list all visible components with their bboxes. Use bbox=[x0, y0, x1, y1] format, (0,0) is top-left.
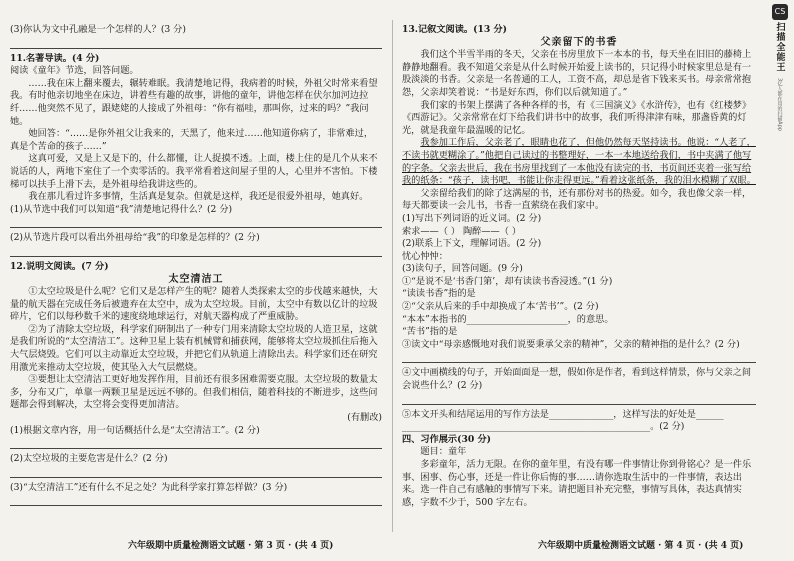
q13-question-3-part-e: ⑤本文开头和结尾运用的写作方法是______________，这样写法的好处是______ bbox=[402, 408, 724, 420]
scanner-watermark bbox=[770, 4, 790, 135]
q13-question-3-part-a-blank: “读读书香”指的是 bbox=[402, 288, 476, 300]
q12-source-note: (有删改) bbox=[347, 412, 382, 424]
answer-line bbox=[10, 468, 382, 478]
q13-question-3-part-e-cont: ______________________________________________________。(2 分) bbox=[402, 421, 685, 433]
watermark-subtext: 3亿人都在用的扫描App bbox=[776, 78, 783, 131]
q13-passage-para-1: 我们这个半雪半雨的冬天，父亲在书房里放下一本本的书，每天坐在旧旧的藤椅上静静地翻看。我不知道父亲是从什么时候开始爱上读书的，只记得小时候家里总是有一股淡淡的书香。父亲是一名普通的工人，工资不高，却总是省下钱来买书。母亲常常抱怨，父亲却笑着说：“书是好东西，你们以后就知道了。” bbox=[402, 49, 752, 98]
q11-passage-para-3: 这真可爱，又是上又是下的，什么都懂，让人捉摸不透。上面，楼上住的是几个从来不说话的人，两地下室住了一个卖零活的。我平常看着这间屋子里的人，心里并不害怕。下楼梯可以扶手上滑下去，是外祖母给我讲这些的。 bbox=[10, 153, 378, 190]
q11-intro: 阅读《童年》节选，回答问题。 bbox=[10, 65, 139, 77]
q13-question-3: (3)读句子，回答问题。(9 分) bbox=[402, 263, 523, 275]
q11-passage-para-1: ……我在床上翻来覆去，辗转难眠。我清楚地记得，我病着的时候，外祖父时常来看望我。有时他亲切地坐在床边，讲着些有趣的故事，讲他的童年，讲他怎样在伏尔加河边拉纤……他突然不见了，跟姥姥的人接成了外祖母：“你有福哇，那叫你，过来的吗？”我问她。 bbox=[10, 77, 378, 127]
q13-question-1-blanks: 索求——（ ） 陶醉——（ ） bbox=[402, 225, 522, 237]
q12-question-1: (1)根据文章内容，用一句话概括什么是“太空清洁工”。(2 分) bbox=[10, 424, 260, 436]
q12-heading: 12.说明文阅读。(7 分) bbox=[10, 260, 109, 272]
answer-line bbox=[10, 496, 382, 506]
watermark-text: 扫描全能王 bbox=[774, 22, 785, 72]
q13-question-1: (1)写出下列词语的近义词。(2 分) bbox=[402, 212, 542, 224]
q13-question-3-part-c: ③读文中“母亲感慨地对我们说要秉承父亲的精神”，父亲的精神指的是什么？(2 分) bbox=[402, 338, 740, 350]
q13-question-3-part-a: ①“是说不是‘书香门第’，却有读读书香浸透。”(1 分) bbox=[402, 275, 613, 287]
q13-question-3-part-d: ④文中画横线的句子，开始面面是一想，假如你是作者，看到这样情景，你与父亲之间会说些什么？(2 分) bbox=[402, 367, 752, 392]
q12-passage-para-3: ③要想让太空清洁工更好地发挥作用，目前还有很多困难需要克服。太空垃圾的数量太多，分布又广，单靠一两颗卫星是远远不够的。但我们相信，随着科技的不断进步，这些问题都会得到解决，太空将会变得更加清洁。 bbox=[10, 374, 378, 411]
q11-question-2: (2)从节选片段可以看出外祖母给“我”的印象是怎样的？(2 分) bbox=[10, 232, 260, 244]
q11-question-1: (1)从节选中我们可以知道“我”清楚地记得什么？(2 分) bbox=[10, 203, 233, 215]
answer-line bbox=[10, 439, 382, 449]
q13-question-3-part-b-blank-1: “本本”本指书的______________________，的意思。 bbox=[402, 313, 614, 325]
q11-heading: 11.名著导读。(4 分) bbox=[10, 52, 100, 64]
q11-passage-para-2: 她回答：“……是你外祖父让我来的，天黑了，他来过……他知道你病了，非常难过，真是个苦命的孩子……” bbox=[10, 128, 374, 152]
q10-subquestion-3: (3)你认为文中孔融是一个怎样的人？(3 分) bbox=[10, 24, 186, 35]
camscanner-logo-icon: CS bbox=[772, 4, 788, 20]
q12-passage-para-2: ②为了清除太空垃圾，科学家们研制出了一种专门用来清除太空垃圾的人造卫星，这就是我们所说的“太空清洁工”。这种卫星上装有机械臂和捕获网，能够将太空垃圾抓住后拖入大气层烧毁。它们可以主动靠近太空垃圾，并把它们从轨道上清除出去。科学家们还在研究用激光来推动太空垃圾，使其坠入大气层燃烧。 bbox=[10, 323, 378, 373]
q13-passage-para-2: 我们家的书架上摆满了各种各样的书，有《三国演义》《水浒传》，也有《红楼梦》《西游记》。父亲常常在灯下给我们讲书中的故事，我们听得津津有味，那盏昏黄的灯光，就是我童年最温暖的记忆。 bbox=[402, 99, 752, 136]
q13-passage-para-3: 我参加工作后，父亲老了，眼睛也花了，但他仍然每天坚持读书。他说：“人老了，不读书就更糊涂了。”他把自己读过的书整理好，一本一本地送给我们，书中夹满了他写的字条。父亲去世后，我在书房里找到了一本他没有读完的书，书页间还夹着一张写给我的纸条：“孩子，读书吧，书能让你走得更远。”看着这张纸条，我的泪水模糊了双眼。 bbox=[402, 137, 756, 187]
answer-line bbox=[10, 39, 382, 49]
page-divider bbox=[392, 20, 393, 532]
answer-line bbox=[402, 395, 756, 405]
writing-instructions: 多彩童年，活力无限。在你的童年里，有没有哪一件事情让你到骨铭心？是一件乐事、困事、伤心事，还是一件让你后悔的事……请你选取生活中的一件事情，表达出来。选一件自己有感触的事情写下来。请把题目补充完整，事情写具体，表达真情实感，字数不少于，500 字左右。 bbox=[402, 459, 752, 508]
q12-question-2: (2)太空垃圾的主要危害是什么？(2 分) bbox=[10, 453, 168, 465]
q12-passage-title: 太空清洁工 bbox=[168, 273, 224, 285]
right-page-footer: 六年级期中质量检测语文试题 · 第 4 页 · (共 4 页) bbox=[538, 541, 744, 551]
writing-section-heading: 四、习作展示(30 分) bbox=[402, 433, 491, 445]
q13-passage-para-4: 父亲留给我们的除了这满屋的书，还有那份对书的热爱。如今，我也像父亲一样，每天都要读一会儿书，书香一直萦绕在我们家中。 bbox=[402, 187, 752, 212]
q12-question-3: (3)“太空清洁工”还有什么不足之处？为此科学家打算怎样做？(3 分) bbox=[10, 481, 288, 493]
answer-line bbox=[402, 353, 756, 363]
q13-heading: 13.记叙文阅读。(13 分) bbox=[402, 24, 507, 35]
answer-line bbox=[10, 247, 382, 257]
q13-question-2: (2)联系上下文，理解词语。(2 分) bbox=[402, 238, 542, 250]
left-page bbox=[10, 24, 382, 510]
right-page bbox=[402, 24, 756, 509]
left-page-footer: 六年级期中质量检测语文试题 · 第 3 页 · (共 4 页) bbox=[128, 541, 334, 551]
q13-question-3-part-b: ②“父亲从后来的手中却换成了本‘苦书’”。(2 分) bbox=[402, 301, 599, 313]
q13-passage-title: 父亲留下的书香 bbox=[540, 36, 618, 48]
q12-passage-para-1: ①太空垃圾是什么呢？它们又是怎样产生的呢？随着人类探索太空的步伐越来越快，大量的航天器在完成任务后被遗弃在太空中，成为太空垃圾。目前，太空中有数以亿计的垃圾碎片，它们以每秒数千米的速度绕地球运行，对航天器构成了严重威胁。 bbox=[10, 286, 378, 323]
q13-question-3-part-b-blank-2: “苦书”指的是 bbox=[402, 326, 458, 338]
writing-topic: 题目：童年 bbox=[420, 446, 467, 458]
q13-question-2-term: 忧心忡忡： bbox=[402, 250, 448, 262]
q11-passage-para-4: 我在那儿看过许多事情，生活真是复杂。但就是这样，我还是很爱外祖母，她真好。 bbox=[28, 191, 369, 203]
answer-line bbox=[10, 218, 382, 228]
